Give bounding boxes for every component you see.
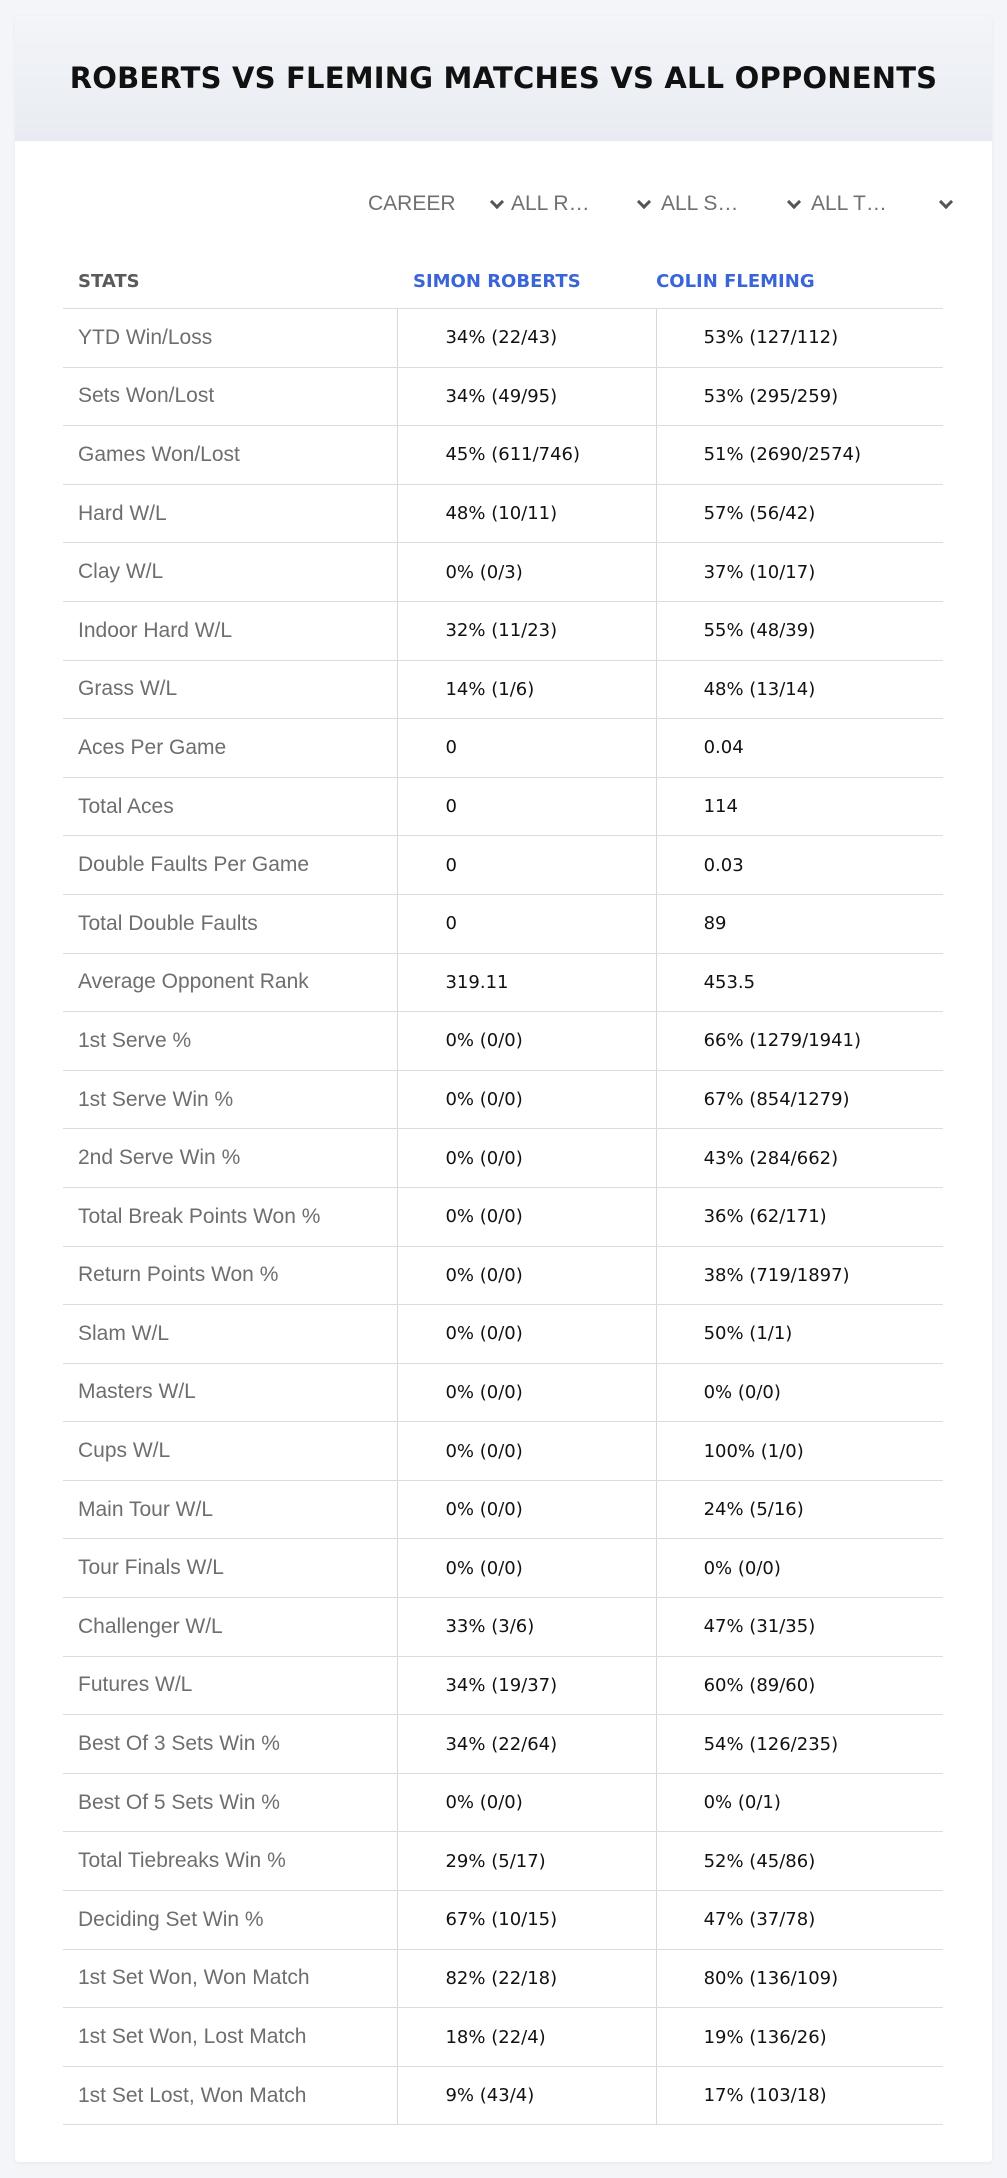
card-header [15, 16, 992, 141]
table-row [63, 1832, 943, 1891]
player2-stat-value: 0.04 [656, 719, 943, 778]
stat-label: Clay W/L [63, 543, 398, 602]
table-row [63, 719, 943, 778]
table-row [63, 1070, 943, 1129]
player1-stat-value: 0% (0/0) [398, 1012, 656, 1071]
stat-label: Masters W/L [63, 1363, 398, 1422]
player1-stat-value: 48% (10/11) [398, 484, 656, 543]
player2-stat-value: 24% (5/16) [656, 1480, 943, 1539]
player1-stat-value: 0% (0/0) [398, 1539, 656, 1598]
table-row [63, 1012, 943, 1071]
player1-stat-value: 29% (5/17) [398, 1832, 656, 1891]
table-row [63, 2066, 943, 2125]
player1-stat-value: 33% (3/6) [398, 1598, 656, 1657]
player1-stat-value: 9% (43/4) [398, 2066, 656, 2125]
stat-label: Tour Finals W/L [63, 1539, 398, 1598]
player2-stat-value: 48% (13/14) [656, 660, 943, 719]
chevron-down-icon [939, 195, 953, 209]
stat-label: 1st Set Won, Lost Match [63, 2008, 398, 2067]
player1-stat-value: 0% (0/0) [398, 1070, 656, 1129]
table-row [63, 1715, 943, 1774]
stat-label: Total Break Points Won % [63, 1187, 398, 1246]
table-row [63, 426, 943, 485]
table-row [63, 836, 943, 895]
table-row [63, 953, 943, 1012]
chevron-down-icon [787, 195, 801, 209]
filter-label: ALL R… [511, 192, 590, 215]
stats-card [15, 16, 992, 2162]
stat-label: Sets Won/Lost [63, 367, 398, 426]
table-row [63, 1949, 943, 2008]
player2-stat-value: 55% (48/39) [656, 601, 943, 660]
player2-stat-value: 0% (0/0) [656, 1363, 943, 1422]
stat-label: Games Won/Lost [63, 426, 398, 485]
stat-label: Best Of 3 Sets Win % [63, 1715, 398, 1774]
player1-stat-value: 0 [398, 836, 656, 895]
table-row [63, 1363, 943, 1422]
table-header-row [63, 254, 943, 309]
player1-column-header[interactable] [398, 254, 656, 309]
chevron-down-icon [637, 195, 651, 209]
player2-column-header[interactable] [656, 254, 943, 309]
player2-stat-value: 100% (1/0) [656, 1422, 943, 1481]
player1-stat-value: 0% (0/0) [398, 1305, 656, 1364]
table-row [63, 1539, 943, 1598]
player1-stat-value: 0% (0/0) [398, 1363, 656, 1422]
player2-stat-value: 38% (719/1897) [656, 1246, 943, 1305]
stat-label: Futures W/L [63, 1656, 398, 1715]
player1-stat-value: 45% (611/746) [398, 426, 656, 485]
stat-label: Total Tiebreaks Win % [63, 1832, 398, 1891]
stat-label: Double Faults Per Game [63, 836, 398, 895]
player2-stat-value: 60% (89/60) [656, 1656, 943, 1715]
player1-stat-value: 319.11 [398, 953, 656, 1012]
player2-name[interactable]: COLIN FLEMING [656, 270, 815, 292]
table-row [63, 1129, 943, 1188]
player2-stat-value: 67% (854/1279) [656, 1070, 943, 1129]
player2-stat-value: 53% (295/259) [656, 367, 943, 426]
player2-stat-value: 51% (2690/2574) [656, 426, 943, 485]
player1-stat-value: 32% (11/23) [398, 601, 656, 660]
stat-label: Cups W/L [63, 1422, 398, 1481]
chevron-down-icon [490, 195, 504, 209]
stat-label: 1st Set Won, Won Match [63, 1949, 398, 2008]
player1-stat-value: 34% (49/95) [398, 367, 656, 426]
table-row [63, 309, 943, 368]
player1-stat-value: 82% (22/18) [398, 1949, 656, 2008]
stat-label: Challenger W/L [63, 1598, 398, 1657]
player2-stat-value: 17% (103/18) [656, 2066, 943, 2125]
table-row [63, 367, 943, 426]
table-row [63, 1422, 943, 1481]
stat-label: Total Aces [63, 777, 398, 836]
player1-stat-value: 0% (0/0) [398, 1246, 656, 1305]
table-row [63, 1187, 943, 1246]
stat-label: Total Double Faults [63, 894, 398, 953]
table-row [63, 484, 943, 543]
table-row [63, 2008, 943, 2067]
stat-label: Slam W/L [63, 1305, 398, 1364]
player1-stat-value: 0% (0/0) [398, 1187, 656, 1246]
player2-stat-value: 43% (284/662) [656, 1129, 943, 1188]
player2-stat-value: 453.5 [656, 953, 943, 1012]
table-row [63, 1891, 943, 1950]
stat-label: 1st Set Lost, Won Match [63, 2066, 398, 2125]
player1-name[interactable]: SIMON ROBERTS [412, 270, 581, 292]
player2-stat-value: 47% (37/78) [656, 1891, 943, 1950]
filter-tournaments-select[interactable] [811, 182, 951, 226]
stats-table [63, 254, 943, 2125]
stat-label: Return Points Won % [63, 1246, 398, 1305]
table-row [63, 1246, 943, 1305]
table-row [63, 543, 943, 602]
player2-stat-value: 0% (0/0) [656, 1539, 943, 1598]
player2-stat-value: 57% (56/42) [656, 484, 943, 543]
player1-stat-value: 34% (22/64) [398, 1715, 656, 1774]
player2-stat-value: 66% (1279/1941) [656, 1012, 943, 1071]
player1-stat-value: 0% (0/0) [398, 1773, 656, 1832]
player2-stat-value: 52% (45/86) [656, 1832, 943, 1891]
stats-column-header: STATS [63, 254, 398, 309]
filter-career-select[interactable] [368, 182, 502, 226]
player2-stat-value: 0% (0/1) [656, 1773, 943, 1832]
table-row [63, 601, 943, 660]
player2-stat-value: 50% (1/1) [656, 1305, 943, 1364]
player2-stat-value: 53% (127/112) [656, 309, 943, 368]
stat-label: Grass W/L [63, 660, 398, 719]
player1-stat-value: 0% (0/0) [398, 1422, 656, 1481]
player2-stat-value: 80% (136/109) [656, 1949, 943, 2008]
table-row [63, 1656, 943, 1715]
player2-stat-value: 47% (31/35) [656, 1598, 943, 1657]
player1-stat-value: 0% (0/3) [398, 543, 656, 602]
player1-stat-value: 18% (22/4) [398, 2008, 656, 2067]
player1-stat-value: 0 [398, 894, 656, 953]
stat-label: Aces Per Game [63, 719, 398, 778]
player2-stat-value: 54% (126/235) [656, 1715, 943, 1774]
table-row [63, 1480, 943, 1539]
player1-stat-value: 14% (1/6) [398, 660, 656, 719]
filter-bar [15, 182, 992, 226]
player2-stat-value: 36% (62/171) [656, 1187, 943, 1246]
player1-stat-value: 0 [398, 719, 656, 778]
stat-label: Best Of 5 Sets Win % [63, 1773, 398, 1832]
player2-stat-value: 19% (136/26) [656, 2008, 943, 2067]
filter-label: ALL S… [661, 192, 739, 215]
player1-stat-value: 0% (0/0) [398, 1129, 656, 1188]
table-row [63, 1773, 943, 1832]
player2-stat-value: 37% (10/17) [656, 543, 943, 602]
filter-rounds-select[interactable] [511, 182, 649, 226]
player2-stat-value: 0.03 [656, 836, 943, 895]
stat-label: Indoor Hard W/L [63, 601, 398, 660]
stat-label: YTD Win/Loss [63, 309, 398, 368]
player1-stat-value: 34% (22/43) [398, 309, 656, 368]
player1-stat-value: 0% (0/0) [398, 1480, 656, 1539]
player1-stat-value: 34% (19/37) [398, 1656, 656, 1715]
player2-stat-value: 114 [656, 777, 943, 836]
stat-label: 1st Serve Win % [63, 1070, 398, 1129]
table-row [63, 894, 943, 953]
player1-stat-value: 0 [398, 777, 656, 836]
filter-label: ALL T… [811, 192, 887, 215]
table-row [63, 1305, 943, 1364]
filter-surfaces-select[interactable] [661, 182, 799, 226]
filter-label: CAREER [368, 192, 456, 215]
stats-table-body [63, 309, 943, 2125]
player1-stat-value: 67% (10/15) [398, 1891, 656, 1950]
stat-label: 2nd Serve Win % [63, 1129, 398, 1188]
page-title: ROBERTS VS FLEMING MATCHES VS ALL OPPONENTS [69, 61, 938, 95]
stat-label: Deciding Set Win % [63, 1891, 398, 1950]
player2-stat-value: 89 [656, 894, 943, 953]
stat-label: 1st Serve % [63, 1012, 398, 1071]
table-row [63, 1598, 943, 1657]
table-row [63, 660, 943, 719]
stat-label: Hard W/L [63, 484, 398, 543]
stat-label: Average Opponent Rank [63, 953, 398, 1012]
table-row [63, 777, 943, 836]
stat-label: Main Tour W/L [63, 1480, 398, 1539]
